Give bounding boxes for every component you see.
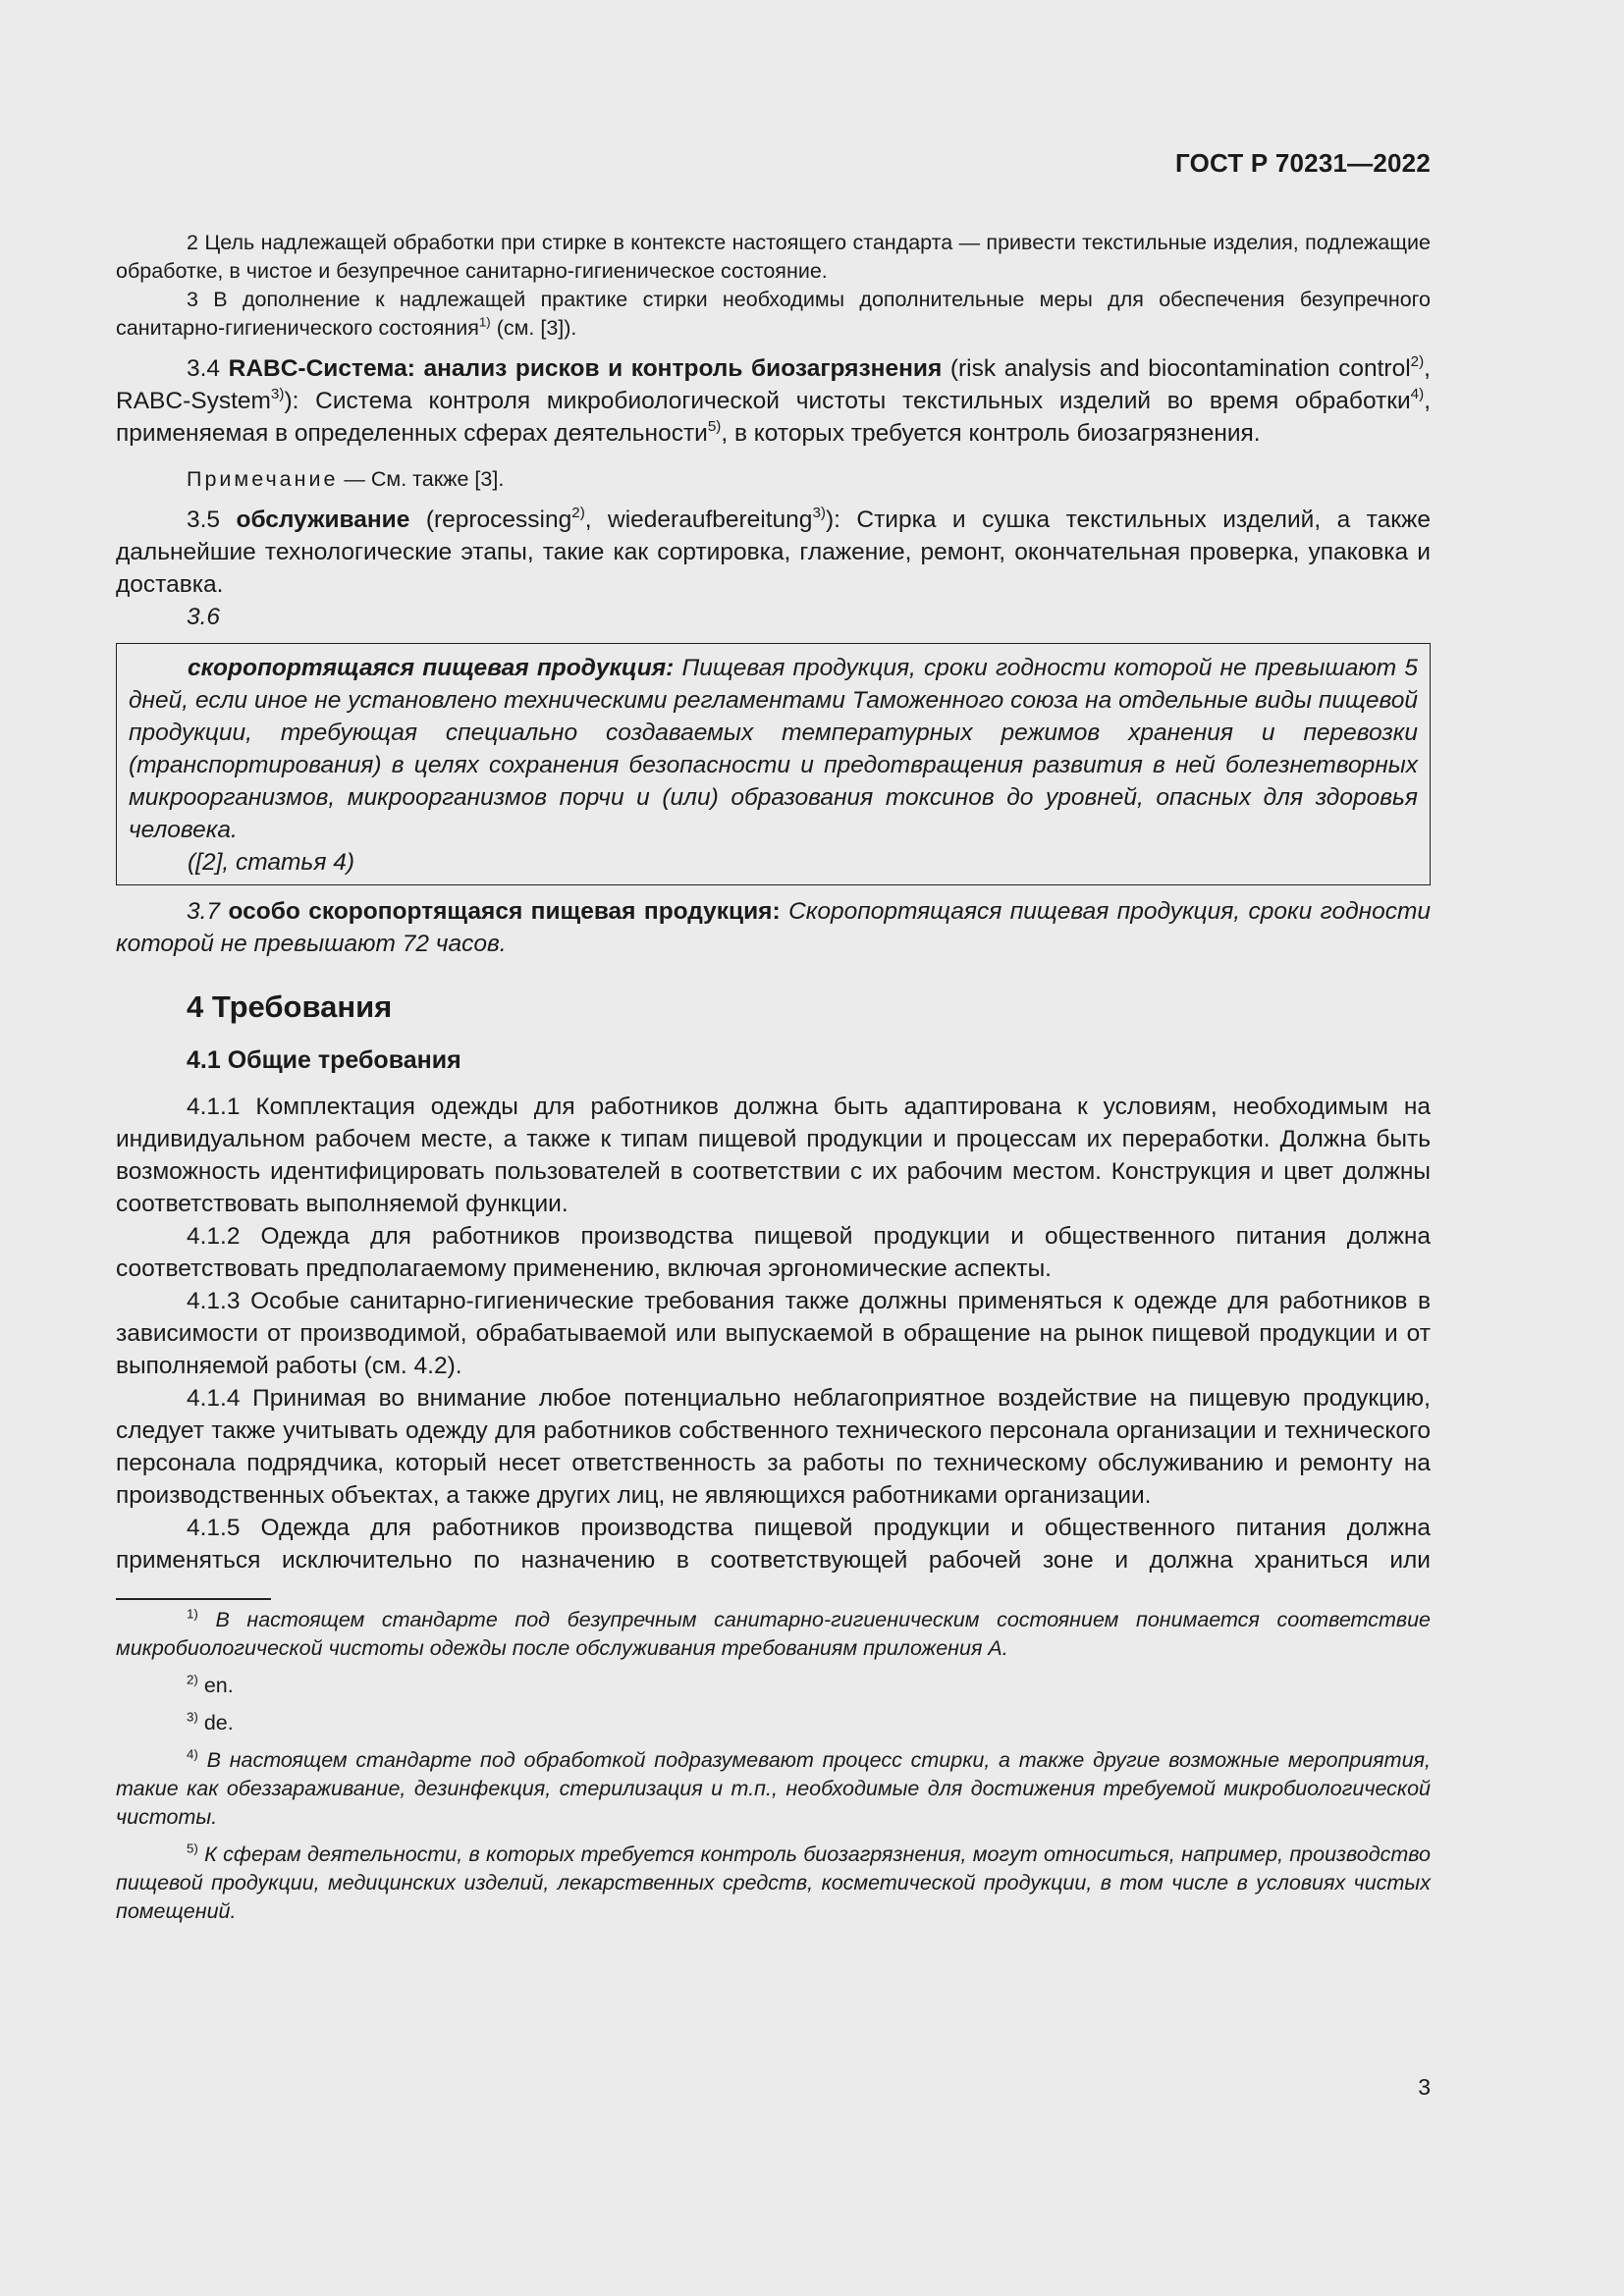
term-3-4: 3.4 RABC-Система: анализ рисков и контроль биозагрязнения (risk analysis and biocontamination control$^{2)}$, RABC-System$^{3)}$): Система контроля микробиологической чистоты текстильных изделий во время обработки$^{4)}$, применяемая в определенных сферах деятельности$^{5)}$, в которых требуется контроль биозагрязнения. (116, 353, 1431, 447)
footnote-5: $^{5)}$ К сферам деятельности, в которых требуется контроль биозагрязнения, могут относиться, например, производство пищевой продукции, медицинских изделий, лекарственных средств, косметической продукции, в том числе в условиях чистых помещений. (116, 1841, 1431, 1923)
para-4-1-2: 4.1.2 Одежда для работников производства пищевой продукции и общественного питания должна соответствовать предполагаемому применению, включая эргономические аспекты. (116, 1223, 1431, 1282)
footnote-2: $^{2)}$ en. (187, 1672, 234, 1697)
footnote-mark: 1) (187, 1606, 198, 1622)
footnote-1: $^{1)}$ В настоящем стандарте под безупречным санитарно-гигиеническим состоянием понимается соответствие микробиологической чистоты одежды после обслуживания требованиям приложения А. (116, 1606, 1431, 1660)
note-2: 2 Цель надлежащей обработки при стирке в контексте настоящего стандарта — привести текстильные изделия, подлежащие обработке, в чистое и безупречное санитарно-гигиеническое состояние. (116, 231, 1431, 283)
term-3-6-name: скоропортящаяся пищевая продукция: (188, 655, 675, 681)
footnote-ref[interactable]: 2) (1410, 353, 1425, 371)
footnote-mark: 5) (187, 1841, 198, 1856)
term-3-5: 3.5 обслуживание (reprocessing$^{2)}$, wiederaufbereitung$^{3)}$): Стирка и сушка текстильных изделий, а также дальнейшие технологические этапы, такие как сортировка, глажение, ремонт, окончательная проверка, упаковка и доставка. (116, 505, 1431, 598)
document-id-header: ГОСТ Р 70231—2022 (1175, 148, 1431, 178)
page-body (116, 0, 1431, 1926)
note-3-4: Примечание — См. также [3]. (187, 467, 505, 491)
para-4-1-4: 4.1.4 Принимая во внимание любое потенциально неблагоприятное воздействие на пищевую продукцию, следует также учитывать одежду для работников собственного технического персонала организации и технического персонала подрядчика, который несет ответственность за работы по техническому обслуживанию и ремонту на производственных объектах, а также других лиц, не являющихся работниками организации. (116, 1385, 1431, 1509)
footnote-mark: 4) (187, 1746, 198, 1762)
footnote-ref[interactable]: 5) (707, 418, 722, 436)
footnote-ref[interactable]: 4) (1410, 386, 1425, 403)
page-number: 3 (1418, 2074, 1431, 2100)
para-4-1-1: 4.1.1 Комплектация одежды для работников должна быть адаптирована к условиям, необходимым на индивидуальном рабочем месте, а также к типам пищевой продукции и процессам их переработки. Должна быть возможность идентифицировать пользователей в соответствии с их рабочим местом. Конструкция и цвет должны соответствовать выполняемой функции. (116, 1094, 1431, 1217)
footnote-mark: 2) (187, 1672, 198, 1687)
section-4-heading: 4 Требования (187, 989, 393, 1024)
note-3: 3 В дополнение к надлежащей практике стирки необходимы дополнительные меры для обеспечения безупречного санитарно-гигиенического состояния$^{1)}$ (см. [3]). (116, 288, 1431, 340)
term-3-6-number: 3.6 (187, 604, 221, 630)
term-3-6-definition: скоропортящаяся пищевая продукция: Пищевая продукция, сроки годности которой не превышают 5 дней, если иное не установлено техническими регламентами Таможенного союза на отдельные виды пищевой продукции, требующая специально создаваемых температурных режимов хранения и перевозки (транспортирования) в целях сохранения безопасности и предотвращения развития в ней болезнетворных микроорганизмов, микроорганизмов порчи и (или) образования токсинов до уровней, опасных для здоровья человека. (129, 655, 1419, 843)
footnote-ref[interactable]: 3) (270, 386, 285, 403)
term-3-7-name: особо скоропортящаяся пищевая продукция: (228, 898, 781, 925)
para-4-1-3: 4.1.3 Особые санитарно-гигиенические требования также должны применяться к одежде для работников в зависимости от производимой, обрабатываемой или выпускаемой в обращение на рынок пищевой продукции и от выполняемой работы (см. 4.2). (116, 1288, 1431, 1379)
footnote-4: $^{4)}$ В настоящем стандарте под обработкой подразумевают процесс стирки, а также другие возможные мероприятия, такие как обеззараживание, дезинфекция, стерилизация и т.п., необходимые для достижения требуемой микробиологической чистоты. (116, 1746, 1431, 1829)
footnote-mark: 3) (187, 1709, 198, 1725)
footnote-separator (116, 1598, 271, 1600)
term-3-6-source: ([2], статья 4) (188, 849, 354, 876)
section-4-1-heading: 4.1 Общие требования (187, 1046, 461, 1074)
term-3-7: 3.7 особо скоропортящаяся пищевая продукция: Скоропортящаяся пищевая продукция, сроки годности которой не превышают 72 часов. (116, 898, 1432, 957)
term-3-6-box (116, 643, 1431, 885)
footnote-3: $^{3)}$ de. (187, 1709, 234, 1735)
para-4-1-5: 4.1.5 Одежда для работников производства пищевой продукции и общественного питания должна применяться исключительно по назначению в соответствующей рабочей зоне и должна храниться или (116, 1515, 1431, 1574)
footnote-ref[interactable]: 3) (812, 505, 826, 522)
footnote-ref[interactable]: 1) (478, 314, 491, 330)
footnote-ref[interactable]: 2) (571, 505, 585, 522)
term-3-5-name: обслуживание (236, 507, 410, 533)
term-3-4-name: RABC-Система: анализ рисков и контроль биозагрязнения (228, 355, 943, 382)
